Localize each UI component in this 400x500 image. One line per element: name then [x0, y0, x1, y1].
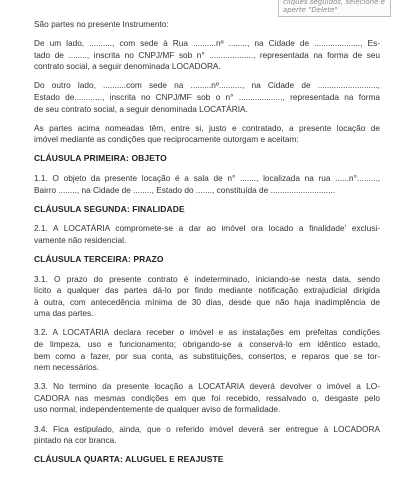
- text-line: uso normal, independentemente de qualquer aviso de formalidade.: [34, 404, 281, 415]
- text-line: São partes no presente Instrumento:: [34, 19, 169, 29]
- clause-2-heading: CLÁUSULA SEGUNDA: FINALIDADE: [34, 203, 185, 214]
- instruction-note-line: aperte "Delete": [283, 6, 338, 14]
- clause-1-1-paragraph: [34, 173, 380, 196]
- agreement-paragraph: [34, 123, 380, 146]
- text-line: 2.1. A LOCATÁRIA compromete-se a dar ao imóvel ora locado a finalidade' exclusi-: [34, 223, 380, 234]
- text-line: Estado de............, inscrita no CNPJ/MF sob o n° ..................., representada na forma: [34, 91, 380, 102]
- clause-3-3-paragraph: [34, 381, 380, 416]
- text-line: bem como a fazer, por sua conta, as substituições, consertos, e reparos que se tor-: [34, 350, 380, 361]
- text-line: 3.3. No termino da presente locação a LOCATÁRIA deverá devolver o imóvel a LO-: [34, 381, 380, 392]
- text-line: 3.2. A LOCATÁRIA declara receber o imóvel e as instalações em prefeitas condições: [34, 327, 380, 338]
- text-line: De um lado, .........., com sede à Rua ..........nº ........, na Cidade de ...................., Es-: [34, 38, 380, 49]
- text-line: tado de ........, inscrita no CNPJ/MF sob n° ..................., representada na forma de seu: [34, 49, 380, 60]
- text-line: à outra, com antecedência mínima de 30 dias, desde que não haja inadimplência de: [34, 296, 380, 307]
- intro-paragraph: [34, 19, 380, 31]
- clause-1-heading: CLÁUSULA PRIMEIRA: OBJETO: [34, 153, 167, 164]
- text-line: pintado na cor branca.: [34, 435, 117, 446]
- text-line: As partes acima nomeadas têm, entre si, justo e contratado, a presente locação de: [34, 122, 380, 133]
- clause-4-heading: CLÁUSULA QUARTA: ALUGUEL E REAJUSTE: [34, 454, 224, 465]
- clause-2-1-paragraph: [34, 223, 380, 246]
- text-line: CADORA nas mesmas condições em que foi recebido, ressalvado o, desgaste pelo: [34, 392, 380, 403]
- party-locataria-paragraph: [34, 80, 380, 115]
- text-line: vamente não residencial.: [34, 234, 127, 245]
- clause-3-heading: CLÁUSULA TERCEIRA: PRAZO: [34, 253, 164, 264]
- contract-document: [34, 19, 380, 474]
- text-line: 1.1. O objeto da presente locação é a sala de n° ......., localizada na rua ......n°.........,: [34, 172, 380, 183]
- clause-3-2-paragraph: [34, 327, 380, 373]
- text-line: uma das partes.: [34, 308, 94, 319]
- party-locadora-paragraph: [34, 38, 380, 73]
- text-line: imóvel mediante as condições que reciprocamente outorgam e aceitam:: [34, 134, 299, 145]
- text-line: lícito a qualquer das partes dá-lo por findo mediante notificação extrajudicial dirigida: [34, 285, 380, 296]
- clause-3-4-paragraph: [34, 424, 380, 447]
- text-line: nem necessários.: [34, 362, 100, 373]
- clause-3-1-paragraph: [34, 274, 380, 320]
- text-line: Bairro ........, na Cidade de ........, Estado do ......., constituída de ............................: [34, 184, 336, 195]
- text-line: de limpeza, uso e funcionamento; obrigando-se a conservá-lo em idêntico estado,: [34, 338, 380, 349]
- instruction-note-line: cliques seguidos, selecione e: [283, 0, 385, 6]
- text-line: 3.1. O prazo do presente contrato é indeterminado, iniciando-se nesta data, sendo: [34, 273, 380, 284]
- instruction-note: [278, 0, 391, 17]
- text-line: 3.4. Fica estipulado, ainda, que o referido imóvel deverá ser entregue à LOCADORA: [34, 423, 380, 434]
- text-line: de seu contrato social, a seguir denominada LOCATÁRIA.: [34, 103, 248, 114]
- text-line: Do outro lado, ..........com sede na .........nº.........., na Cidade de ..........................,: [34, 80, 380, 91]
- text-line: contrato social, a seguir denominada LOCADORA.: [34, 61, 221, 72]
